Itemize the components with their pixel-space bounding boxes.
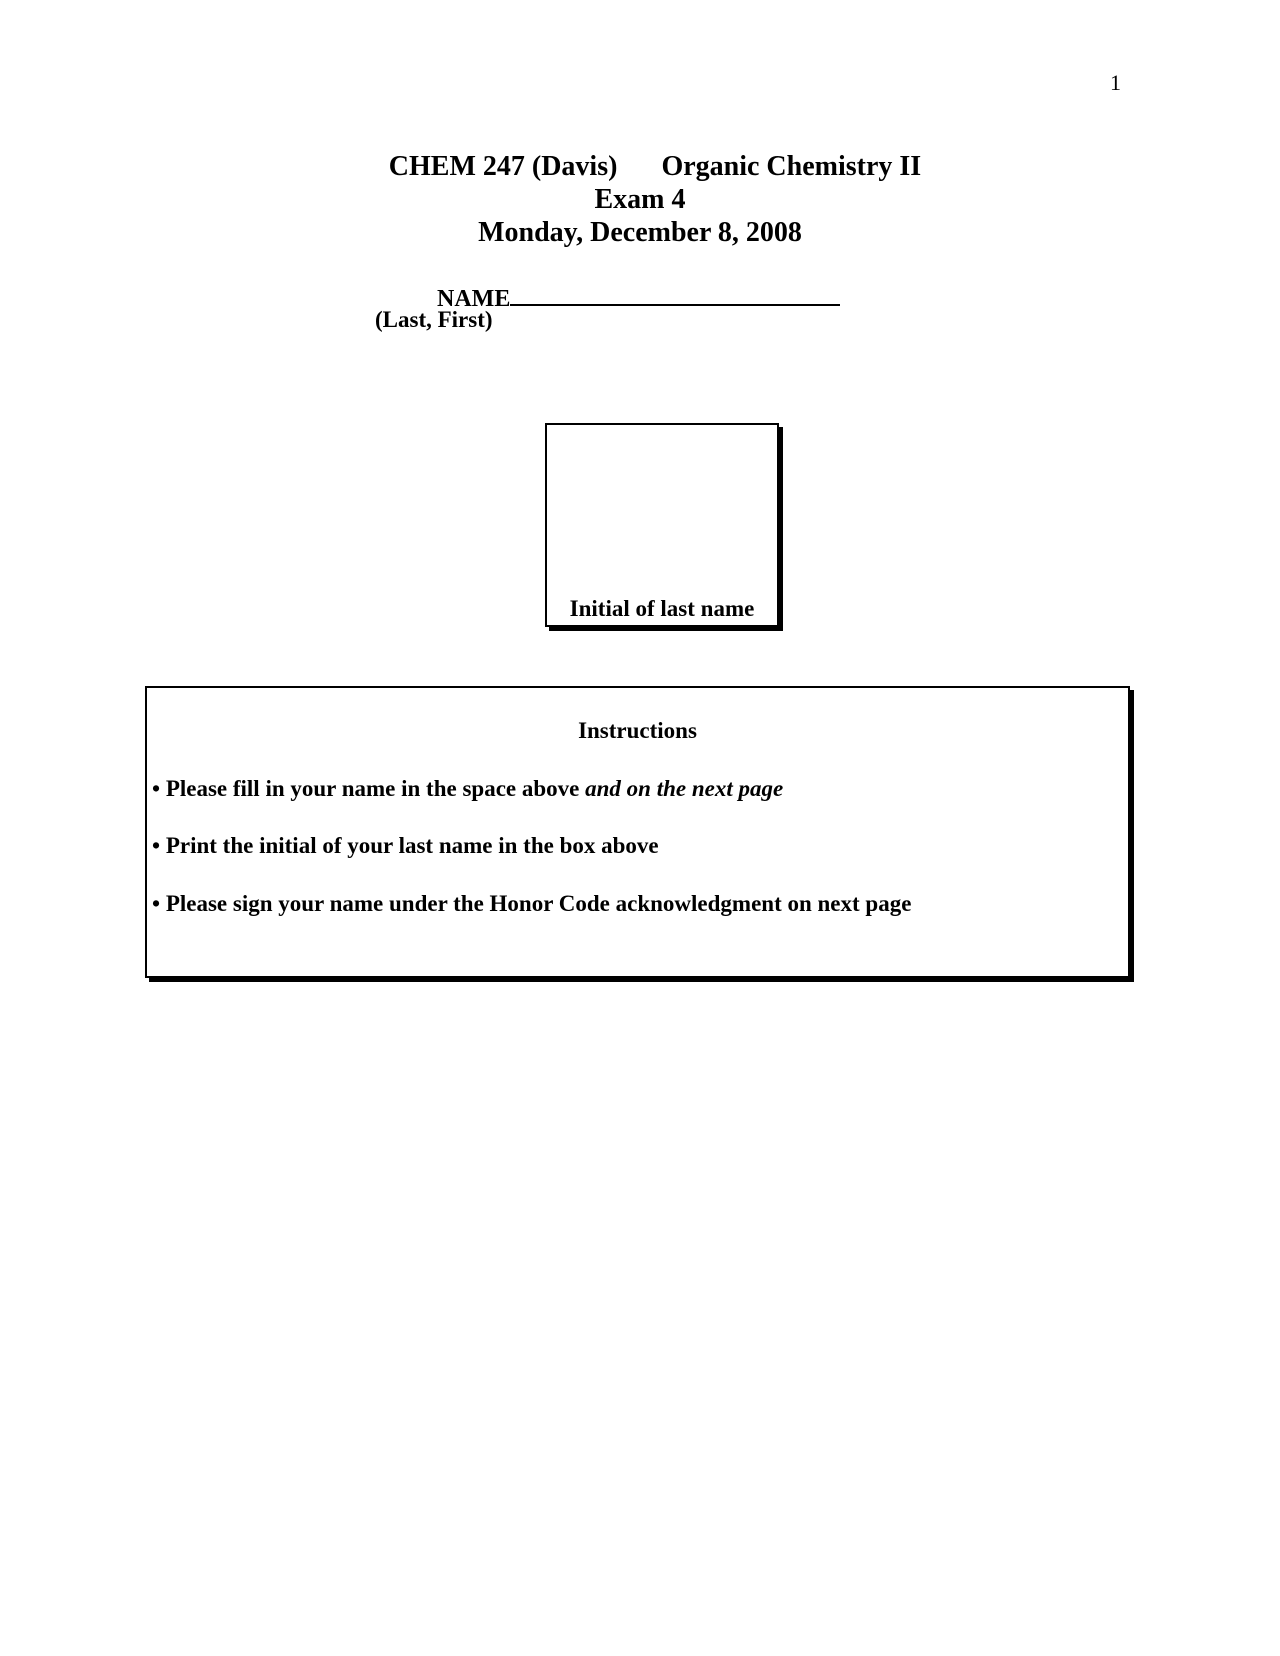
instruction-item — [152, 891, 911, 917]
course-line — [0, 150, 1280, 183]
exam-date: Monday, December 8, 2008 — [478, 217, 802, 248]
bullet: • — [152, 833, 161, 858]
instructions-box — [145, 686, 1130, 978]
instruction-text: Print the initial of your last name in the box above — [165, 833, 659, 858]
course-title: Organic Chemistry II — [661, 151, 922, 182]
instruction-item — [152, 833, 659, 859]
name-blank-line[interactable] — [510, 278, 840, 306]
instructions-title: Instructions — [578, 718, 697, 743]
bullet: • — [152, 891, 161, 916]
instruction-text: Please fill in your name in the space above — [165, 776, 586, 801]
instruction-emphasis: and on the next page — [585, 776, 784, 801]
name-sublabel: (Last, First) — [375, 307, 493, 332]
exam-header — [0, 150, 1280, 249]
instruction-item — [152, 776, 783, 802]
page-number: 1 — [1110, 70, 1121, 95]
initial-box-label: Initial of last name — [569, 596, 755, 621]
course-code: CHEM 247 (Davis) — [388, 151, 618, 182]
name-label: NAME — [437, 286, 511, 312]
bullet: • — [152, 776, 161, 801]
instruction-text: Please sign your name under the Honor Code acknowledgment on next page — [165, 891, 912, 916]
name-field — [437, 278, 840, 313]
initial-box[interactable] — [545, 423, 779, 627]
exam-number: Exam 4 — [594, 184, 686, 215]
